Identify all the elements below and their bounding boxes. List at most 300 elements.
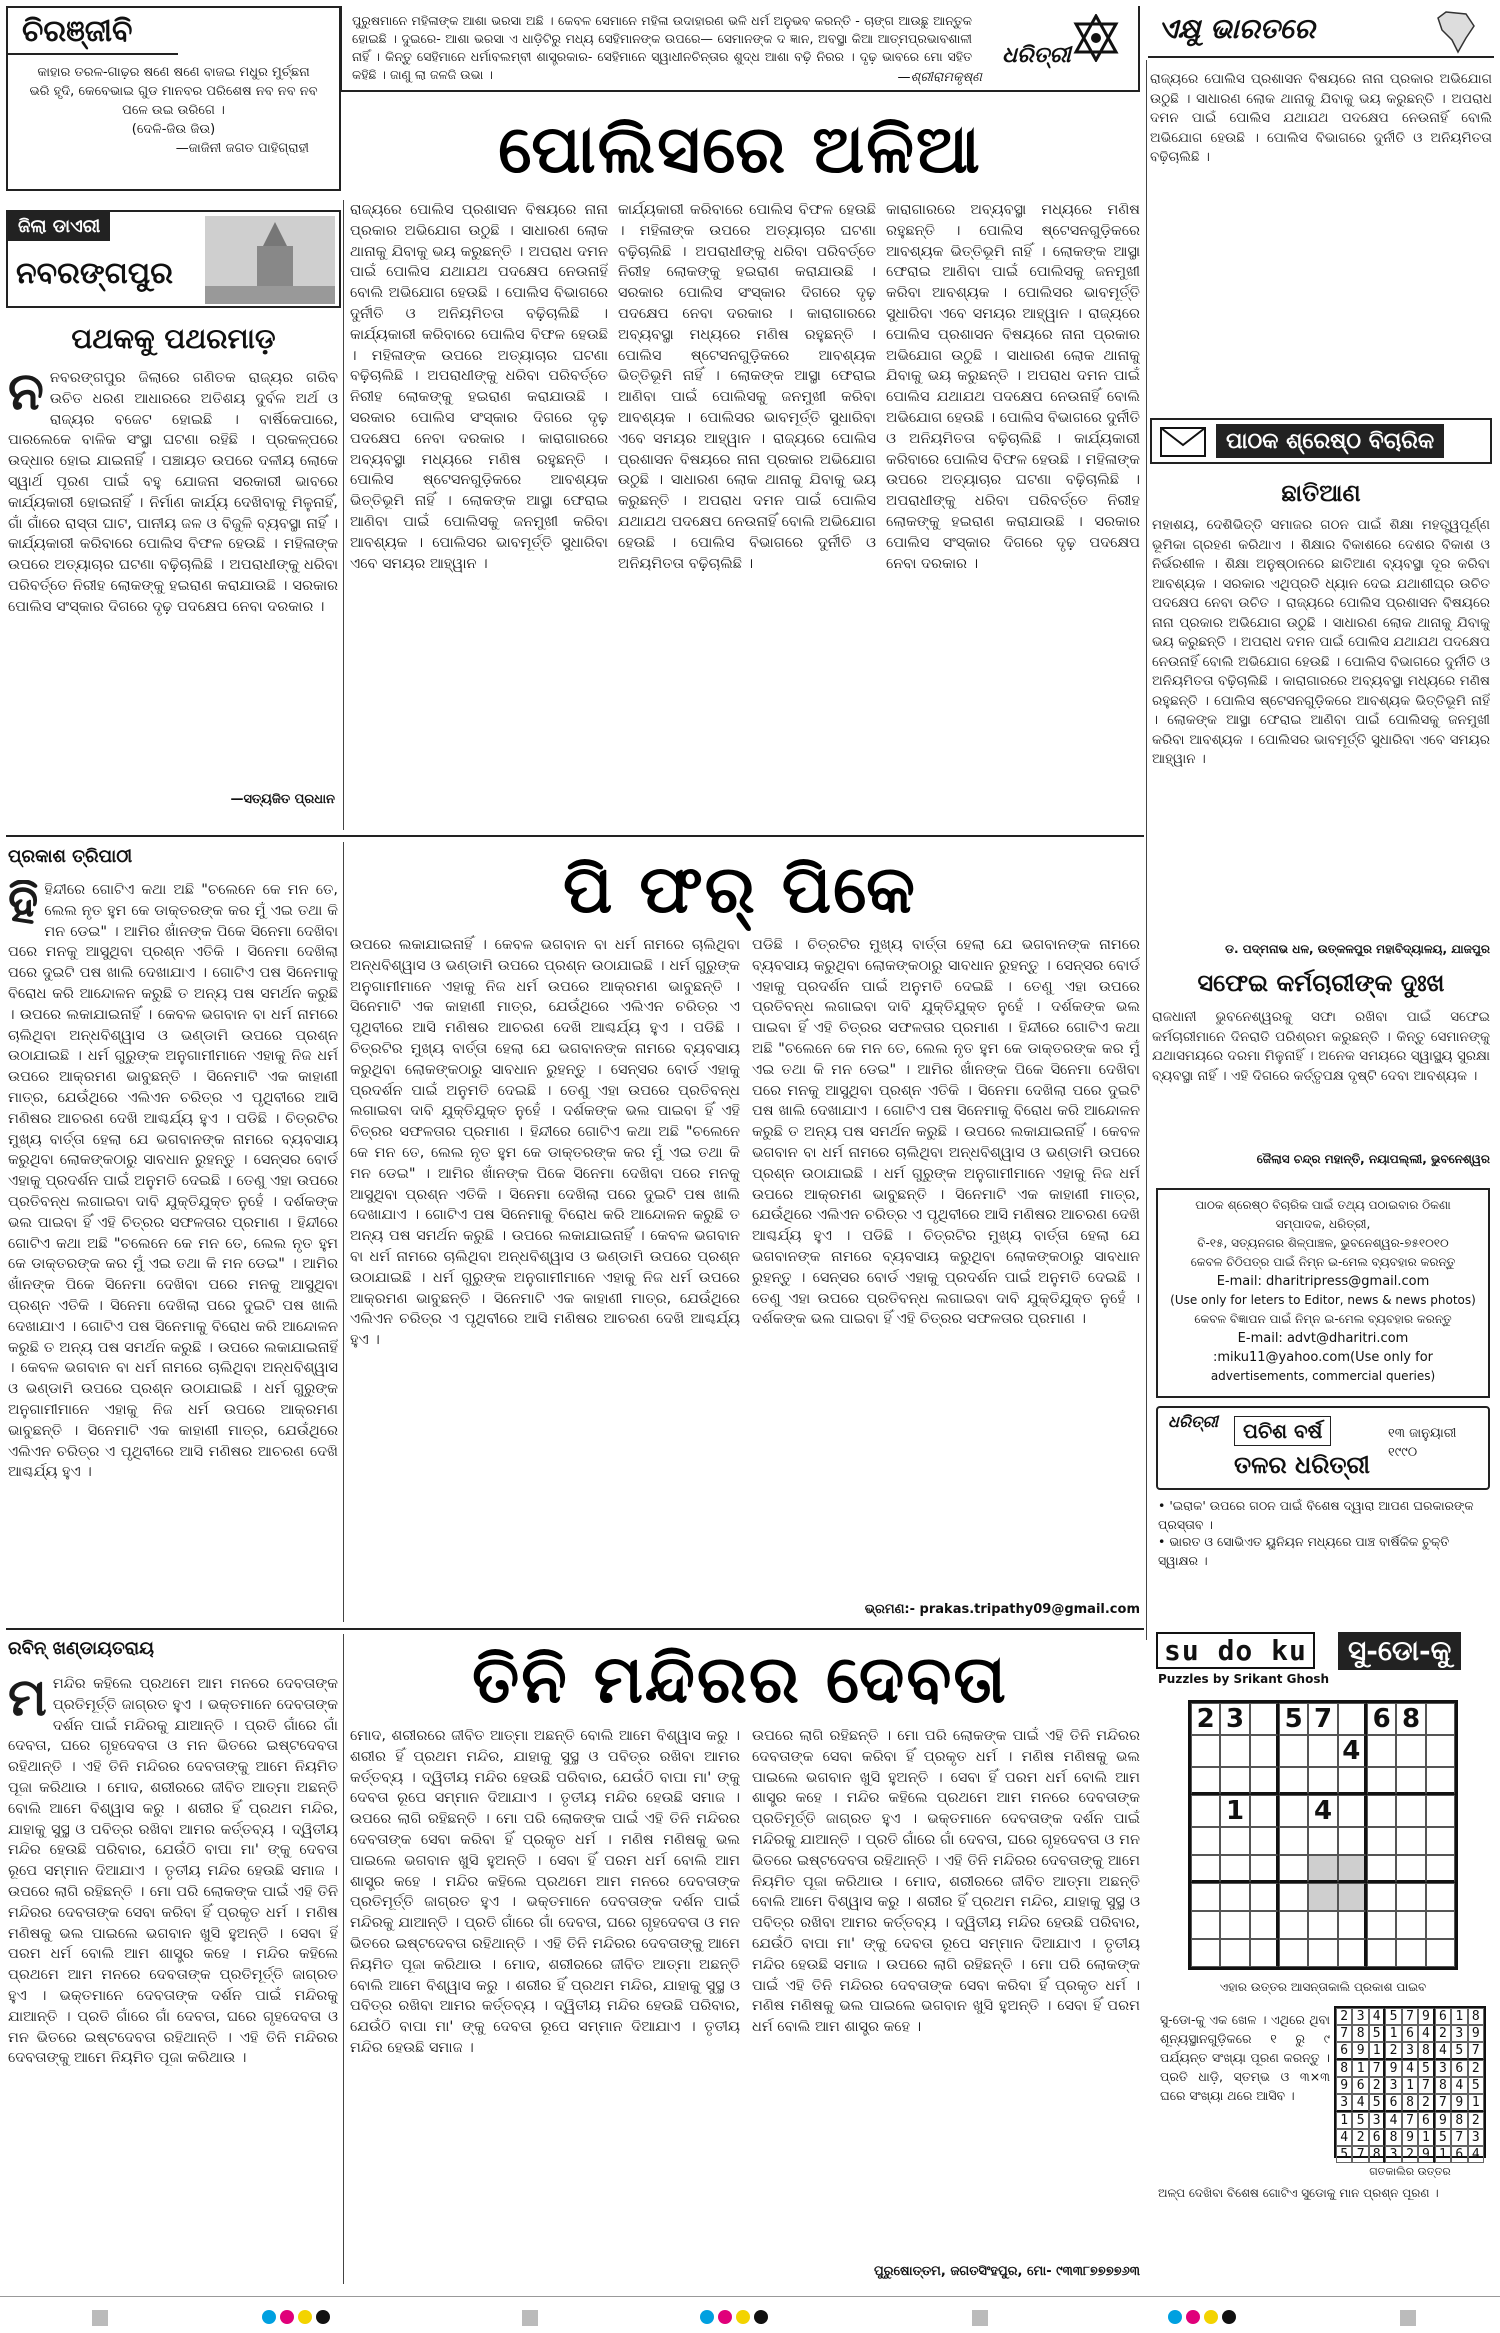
sudoku-cell[interactable] <box>1279 1827 1308 1855</box>
sudoku-solution-grid <box>1334 2006 1486 2162</box>
sudoku-cell: 9 <box>1418 2146 1434 2163</box>
sudoku-cell: 6 <box>1352 2077 1368 2094</box>
contact-line-2: ସମ୍ପାଦକ, ଧରିତ୍ରୀ, <box>1275 1217 1371 1231</box>
sudoku-cell[interactable] <box>1338 1767 1367 1795</box>
temple-col-1-text-b: ମୋଦ, ଶରୀରରେ ଜୀବିତ ଆତ୍ମା ଅଛନ୍ତି ବୋଲି ଆମେ ବିଶ୍ୱାସ କରୁ । ଶରୀର ହିଁ ପ୍ରଥମ ମନ୍ଦିର, ଯାହାକୁ ସୁସ୍ଥ ଓ ପବିତ୍ର ରଖିବା ଆମର କର୍ତ୍ତବ୍ୟ । ଦ୍ୱିତୀୟ ମନ୍ଦିର ହେଉଛି ପରିବାର, ଯେଉଁଠି ବାପା ମା' ଙ୍କୁ ଦେବତା ରୂପେ ସମ୍ମାନ ଦିଆଯାଏ । ତୃତୀୟ ମନ୍ଦିର ହେଉଛି ସମାଜ । <box>8 1779 338 1880</box>
pk-col-1-text-b: ଉପରେ ଲକାଯାଇନାହିଁ । କେବଳ ଭଗବାନ ବା ଧର୍ମ ନାମରେ ଚାଲିଥିବା ଅନ୍ଧବିଶ୍ୱାସ ଓ ଭଣ୍ଡାମି ଉପରେ ପ୍ରଶ୍ନ ଉଠାଯାଇଛି । ଧର୍ମ ଗୁରୁଙ୍କ ଅନୁଗାମୀମାନେ ଏହାକୁ ନିଜ ଧର୍ମ ଉପରେ ଆକ୍ରମଣ ଭାବୁଛନ୍ତି । ସିନେମାଟି ଏକ କାହାଣୀ ମାତ୍ର, ଯେଉଁଥିରେ ଏଲିଏନ ଚରିତ୍ର ଏ ପୃଥିବୀରେ ଆସି ମଣିଷର ଆଚରଣ ଦେଖି ଆଶ୍ଚର୍ଯ୍ୟ ହୁଏ । <box>8 1006 338 1127</box>
sudoku-cell[interactable] <box>1308 1827 1337 1855</box>
sudoku-cell: 4 <box>1468 2146 1484 2163</box>
letter1-text: ମହାଶୟ, ଦେଶିଭିତ୍ତି ସମାଜର ଗଠନ ପାଇଁ ଶିକ୍ଷା ମହତ୍ତ୍ୱପୂର୍ଣ୍ଣ ଭୂମିକା ଗ୍ରହଣ କରିଥାଏ । ଶିକ୍ଷାର ବିକାଶରେ ଦେଶର ବିକାଶ ଓ ନିର୍ଭରଶୀଳ । ଶିକ୍ଷା ଅନୁଷ୍ଠାନରେ ଛାତିଆଣ ବ୍ୟବସ୍ଥା ଦୂର କରିବା ଆବଶ୍ୟକ । ସରକାର ଏଥିପ୍ରତି ଧ୍ୟାନ ଦେଇ ଯଥାଶୀଘ୍ର ଉଚିତ ପଦକ୍ଷେପ ନେବା ଉଚିତ । <box>1152 517 1490 611</box>
sudoku-cell[interactable] <box>1250 1767 1279 1795</box>
sudoku-cell[interactable] <box>1250 1703 1279 1735</box>
sudoku-cell[interactable] <box>1367 1767 1396 1795</box>
police-col-1-text: ରାଜ୍ୟରେ ପୋଲିସ ପ୍ରଶାସନ ବିଷୟରେ ନାନା ପ୍ରକାର ଅଭିଯୋଗ ଉଠୁଛି । ସାଧାରଣ ଲୋକ ଥାନାକୁ ଯିବାକୁ ଭୟ କରୁଛନ୍ତି । ଅପରାଧ ଦମନ ପାଇଁ ପୋଲିସ ଯଥାଯଥ ପଦକ୍ଷେପ ନେଉନାହିଁ ବୋଲି ଅଭିଯୋଗ ହେଉଛି । ପୋଲିସ ବିଭାଗରେ ଦୁର୍ନୀତି ଓ ଅନିୟମିତତା ବଢ଼ିଚାଲିଛି । <box>350 202 608 322</box>
letter2-text: ରାଜଧାନୀ ଭୁବନେଶ୍ୱରକୁ ସଫା ରଖିବା ପାଇଁ ସଫେଇ କର୍ମଚାରୀମାନେ ଦିନରାତି ପରିଶ୍ରମ କରୁଛନ୍ତି । କିନ୍ତୁ ସେମାନଙ୍କୁ ଯଥାସମୟରେ ଦରମା ମିଳୁନାହିଁ । ଅନେକ ସମୟରେ ସ୍ୱାସ୍ଥ୍ୟ ସୁରକ୍ଷା ବ୍ୟବସ୍ଥା ନାହିଁ । ଏହି ଦିଗରେ କର୍ତ୍ତୃପକ୍ଷ ଦୃଷ୍ଟି ଦେବା ଆବଶ୍ୟକ । <box>1152 1009 1490 1084</box>
sudoku-cell[interactable] <box>1308 1855 1337 1883</box>
sudoku-cell: 6 <box>1369 2129 1385 2146</box>
sudoku-cell[interactable] <box>1338 1855 1367 1883</box>
sudoku-cell[interactable] <box>1250 1911 1279 1939</box>
sudoku-cell: 3 <box>1385 2146 1401 2163</box>
sudoku-cell: 7 <box>1402 2112 1418 2129</box>
reg-cyan-dot <box>1168 2310 1182 2324</box>
temple-col-2-text-d: ମୋଦ, ଶରୀରରେ ଜୀବିତ ଆତ୍ମା ଅଛନ୍ତି ବୋଲି ଆମେ ବିଶ୍ୱାସ କରୁ । ଶରୀର ହିଁ ପ୍ରଥମ ମନ୍ଦିର, ଯାହାକୁ ସୁସ୍ଥ ଓ ପବିତ୍ର ରଖିବା ଆମର କର୍ତ୍ତବ୍ୟ । ଦ୍ୱିତୀୟ ମନ୍ଦିର ହେଉଛି ପରିବାର, ଯେଉଁଠି ବାପା ମା' ଙ୍କୁ ଦେବତା ରୂପେ ସମ୍ମାନ ଦିଆଯାଏ । ତୃତୀୟ ମନ୍ଦିର ହେଉଛି ସମାଜ । <box>350 1956 740 2056</box>
sudoku-cell: 1 <box>1418 2129 1434 2146</box>
divider <box>6 1628 1144 1630</box>
sudoku-cell: 9 <box>1385 2060 1401 2077</box>
district-story-author: —ସତ୍ୟଜିତ ପ୍ରଧାନ <box>230 792 335 807</box>
sudoku-cell[interactable] <box>1426 1855 1455 1883</box>
contact-note-2: advertisements, commercial queries) <box>1210 1369 1436 1383</box>
sudoku-cell: 1 <box>1435 2146 1451 2163</box>
sudoku-cell: 9 <box>1336 2077 1352 2094</box>
sudoku-cell: 7 <box>1435 2094 1451 2112</box>
divider <box>0 2296 1500 2297</box>
letter1-title: ଛାତିଆଣ <box>1281 478 1361 507</box>
sudoku-cell[interactable]: 3 <box>1220 1703 1249 1735</box>
reg-cyan-dot <box>262 2310 276 2324</box>
sudoku-cell: 1 <box>1451 2008 1467 2025</box>
temple-photo-icon <box>205 216 335 304</box>
sudoku-cell[interactable] <box>1426 1883 1455 1911</box>
sudoku-cell: 4 <box>1435 2042 1451 2060</box>
sudoku-cell: 9 <box>1468 2025 1484 2042</box>
sudoku-footer: ଅଳ୍ପ ଦେଖିବା ବିଶେଷ ଗୋଟିଏ ସୁଡୋକୁ ମାନ ପ୍ରଶ୍ନ ପୂରଣ । <box>1158 2186 1439 2200</box>
sudoku-cell: 2 <box>1385 2042 1401 2060</box>
contact-line-1: ପାଠକ ଶ୍ରେଷ୍ଠ ବିଚାରିକ ପାଇଁ ତଥ୍ୟ ପଠାଇବାର ଠିକଣା <box>1195 1198 1451 1212</box>
sudoku-cell[interactable] <box>1396 1827 1425 1855</box>
sudoku-cell[interactable]: 1 <box>1220 1795 1249 1827</box>
divider <box>343 200 344 830</box>
sudoku-cell[interactable] <box>1367 1855 1396 1883</box>
sudoku-cell[interactable] <box>1396 1735 1425 1767</box>
contact-email-1: E-mail: dharitripress@gmail.com <box>1216 1274 1430 1289</box>
star-emblem-icon <box>1072 14 1120 62</box>
sudoku-prev-caption: ଗତକାଲିର ଉତ୍ତର <box>1369 2165 1451 2178</box>
pk-email: ଭ୍ରମଣ:- prakas.tripathy09@gmail.com <box>864 1602 1140 1617</box>
sudoku-title-odia: ସୁ-ଡୋ-କୁ <box>1338 1632 1461 1670</box>
sudoku-cell[interactable] <box>1220 1883 1249 1911</box>
sudoku-cell: 6 <box>1451 2146 1467 2163</box>
sudoku-cell[interactable] <box>1367 1795 1396 1827</box>
contact-line-3: ବି-୧୫, ସତ୍ୟନଗର ଶିଳ୍ପାଞ୍ଚଳ, ଭୁବନେଶ୍ୱର-୭୫୧୦୧୦ <box>1197 1236 1449 1250</box>
sudoku-cell: 7 <box>1418 2077 1434 2094</box>
pk-col-3-text-d: ପଡିଛି । ଚିତ୍ରଟିର ମୁଖ୍ୟ ବାର୍ତ୍ତା ହେଲା ଯେ ଭଗବାନଙ୍କ ନାମରେ ବ୍ୟବସାୟ କରୁଥିବା ଲୋକଙ୍କଠାରୁ ସାବଧାନ ରୁହନ୍ତୁ । ସେନ୍ସର ବୋର୍ଡ ଏହାକୁ ପ୍ରଦର୍ଶନ ପାଇଁ ଅନୁମତି ଦେଇଛି । ତେଣୁ ଏହା ଉପରେ ପ୍ରତିବନ୍ଧ ଲଗାଇବା ଦାବି ଯୁକ୍ତିଯୁକ୍ତ ନୁହେଁ । ଦର୍ଶକଙ୍କ ଭଲ ପାଇବା ହିଁ ଏହି ଚିତ୍ରର ସଫଳତାର ପ୍ରମାଣ । <box>752 1228 1140 1328</box>
sudoku-cell: 8 <box>1451 2112 1467 2129</box>
sudoku-cell: 5 <box>1352 2112 1368 2129</box>
reg-yellow-dot <box>298 2310 312 2324</box>
registration-grey-mid <box>522 2310 538 2326</box>
reg-black-dot <box>754 2310 768 2324</box>
contact-line-5: କେବଳ ବିଜ୍ଞାପନ ପାଇଁ ନିମ୍ନ ଇ-ମେଲ ବ୍ୟବହାର କରନ୍ତୁ <box>1194 1312 1452 1326</box>
sudoku-cell: 8 <box>1385 2129 1401 2146</box>
temple-col-3 <box>752 1726 1140 2256</box>
sudoku-grid[interactable] <box>1188 1700 1458 1970</box>
pk-col-2 <box>350 935 740 1595</box>
chiranjibi-credit: (ଦେଳି-ଜିଉ ଜିଉ) <box>131 122 216 137</box>
sudoku-cell[interactable] <box>1308 1767 1337 1795</box>
temple-col-2 <box>350 1726 740 2281</box>
police-col-2-text: କାର୍ଯ୍ୟକାରୀ କରିବାରେ ପୋଲିସ ବିଫଳ ହେଉଛି । ମହିଳାଙ୍କ ଉପରେ ଅତ୍ୟାଚାର ଘଟଣା ବଢ଼ିଚାଲିଛି । ଅପରାଧୀଙ୍କୁ ଧରିବା ପରିବର୍ତ୍ତେ ନିରୀହ ଲୋକଙ୍କୁ ହଇରାଣ କରାଯାଉଛି । ସରକାର ପୋଲିସ ସଂସ୍କାର ଦିଗରେ ଦୃଢ଼ ପଦକ୍ଷେପ ନେବା ଦରକାର । <box>618 202 876 322</box>
reg-grey-square <box>92 2310 108 2326</box>
temple-col-2-text-c: ମନ୍ଦିର କହିଲେ ପ୍ରଥମେ ଆମ ମନରେ ଦେବତାଙ୍କ ପ୍ରତିମୂର୍ତ୍ତି ଜାଗ୍ରତ ହୁଏ । ଭକ୍ତମାନେ ଦେବତାଙ୍କ ଦର୍ଶନ ପାଇଁ ମନ୍ଦିରକୁ ଯାଆନ୍ତି । ପ୍ରତି ଗାଁରେ ଗାଁ ଦେବତା, ଘରେ ଗୃହଦେବତା ଓ ମନ ଭିତରେ ଇଷ୍ଟଦେବତା ରହିଥାନ୍ତି । ଏହି ତିନି ମନ୍ଦିରର ଦେବତାଙ୍କୁ ଆମେ ନିୟମିତ ପୂଜା କରିଥାଉ । <box>350 1873 740 1973</box>
reader-letters-header <box>1150 418 1492 464</box>
sudoku-cell: 7 <box>1352 2146 1368 2163</box>
letter2-signature: ଜୈଲାସ ଚନ୍ଦ୍ର ମହାନ୍ତି, ନୟାପଲ୍ଲୀ, ଭୁବନେଶ୍ୱର <box>1256 1152 1490 1166</box>
sudoku-cell[interactable] <box>1191 1767 1220 1795</box>
sudoku-cell[interactable] <box>1308 1735 1337 1767</box>
sudoku-cell[interactable] <box>1396 1855 1425 1883</box>
reg-black-dot <box>316 2310 330 2324</box>
dropcap-na: ନ <box>8 368 44 422</box>
sudoku-cell: 7 <box>1369 2060 1385 2077</box>
sudoku-cell[interactable]: 4 <box>1338 1735 1367 1767</box>
aji-bhabana-title: ଏକ୍ଷୁ ଭାରତରେ <box>1158 12 1315 45</box>
sudoku-cell: 2 <box>1418 2094 1434 2112</box>
sudoku-cell: 8 <box>1418 2042 1434 2060</box>
reg-cyan-dot <box>700 2310 714 2324</box>
sudoku-cell: 2 <box>1369 2077 1385 2094</box>
quote-text: ପୁରୁଷମାନେ ମହିଳାଙ୍କ ଆଶା ଭରସା ଅଛି । କେବଳ ସେମାନେ ମହିଳା ଉଦାହାରଣ ଭଳି ଧର୍ମ ଅନୁଭବ କରନ୍ତି - ଚାଙ୍ଗ ଆଉଛୁ ଆନ୍ତୁକ ହୋଇଛି । ଦୁଇରେ- ଆଶା ଭରସା ଏ ଧାଡ଼ିଟିରୁ ମଧ୍ୟ ସେହିମାନଙ୍କ ଉପରେ— ସେମାନଙ୍କ ଦ ଜ୍ଞାନ, ଅବସ୍ଥା କିଆ ଆତ୍ମପ୍ରଭାବଶାଳୀ ନାହିଁ । କିନ୍ତୁ ସେହିମାନେ ଧର୍ମାବଲମ୍ବୀ ଶାସ୍ତ୍ରକାର- ସେହିମାନେ ସ୍ୱାଧୀନଚିନ୍ତାର ଶୁଦ୍ଧ ଆଶା ବଢ଼ି ନିରର । ଦୃଢ଼ ଭାବରେ ମୋ ସହିତ କହିଛି । ଜାଣୁ ଲା ଜଳଜି ଉଭା । <box>352 13 972 82</box>
district-story-text: ନବରଙ୍ଗପୁର ଜିଲାରେ ଗଣିତକ ରାଜ୍ୟର ଗରିବ ଉଚିତ ଧରଣ ଆଧାରରେ ଅତିଶୟ ଦୁର୍ବଳ ଅର୍ଥ ଓ ରାଜ୍ୟର ବଜେଟ ହୋଇଛି । ବାର୍ଷିକେପାରେ, ପାରଲେକେ ବାଳିକ ସଂସ୍ଥା ଘଟଣା ରହିଛି । ପ୍ରକଳ୍ପରେ ଉଦ୍ଧାର ହୋଇ ଯାଇନାହିଁ । ପଞ୍ଚାୟତ ଉପରେ ଦଳୀୟ ଲୋକେ ସ୍ୱାର୍ଥ ପୂରଣ ପାଇଁ ବହୁ ଯୋଜନା ସରକାରୀ ଭାବରେ କାର୍ଯ୍ୟକାରୀ ହୋଇନାହିଁ । ନିର୍ମାଣ କାର୍ଯ୍ୟ ଦେଖିବାକୁ ମିଳୁନାହିଁ, ଗାଁ ଗାଁରେ ରାସ୍ତା ଘାଟ, ପାନୀୟ ଜଳ ଓ ବିଜୁଳି ବ୍ୟବସ୍ଥା ନାହିଁ । <box>8 370 338 532</box>
sudoku-cell: 4 <box>1418 2025 1434 2042</box>
sudoku-cell[interactable] <box>1367 1939 1396 1967</box>
district-story-title: ପଥକକୁ ପଥରମାଡ଼ <box>71 322 276 355</box>
police-col-2 <box>618 200 876 825</box>
sudoku-cell: 6 <box>1418 2112 1434 2129</box>
anniversary-sub: ତଳର ଧରିତ୍ରୀ <box>1234 1450 1370 1479</box>
sudoku-cell[interactable] <box>1308 1939 1337 1967</box>
sudoku-cell: 8 <box>1352 2025 1368 2042</box>
sudoku-cell[interactable] <box>1396 1795 1425 1827</box>
sudoku-cell[interactable] <box>1396 1939 1425 1967</box>
pk-col-3-text: ପଡିଛି । ଚିତ୍ରଟିର ମୁଖ୍ୟ ବାର୍ତ୍ତା ହେଲା ଯେ ଭଗବାନଙ୍କ ନାମରେ ବ୍ୟବସାୟ କରୁଥିବା ଲୋକଙ୍କଠାରୁ ସାବଧାନ ରୁହନ୍ତୁ । ସେନ୍ସର ବୋର୍ଡ ଏହାକୁ ପ୍ରଦର୍ଶନ ପାଇଁ ଅନୁମତି ଦେଇଛି । ତେଣୁ ଏହା ଉପରେ ପ୍ରତିବନ୍ଧ ଲଗାଇବା ଦାବି ଯୁକ୍ତିଯୁକ୍ତ ନୁହେଁ । ଦର୍ଶକଙ୍କ ଭଲ ପାଇବା ହିଁ ଏହି ଚିତ୍ରର ସଫଳତାର ପ୍ରମାଣ । <box>752 937 1140 1037</box>
sudoku-cell[interactable] <box>1220 1855 1249 1883</box>
reg-yellow-dot <box>736 2310 750 2324</box>
contact-box <box>1156 1188 1490 1398</box>
sudoku-cell: 2 <box>1435 2025 1451 2042</box>
sudoku-cell[interactable] <box>1191 1883 1220 1911</box>
sudoku-cell[interactable] <box>1250 1735 1279 1767</box>
sudoku-cell[interactable] <box>1426 1939 1455 1967</box>
sudoku-cell[interactable] <box>1191 1911 1220 1939</box>
sudoku-cell[interactable] <box>1426 1703 1455 1735</box>
sudoku-cell: 2 <box>1468 2112 1484 2129</box>
sudoku-cell[interactable] <box>1338 1795 1367 1827</box>
sudoku-cell[interactable] <box>1279 1735 1308 1767</box>
sudoku-cell[interactable] <box>1426 1735 1455 1767</box>
sudoku-cell: 4 <box>1336 2129 1352 2146</box>
sudoku-cell[interactable] <box>1279 1883 1308 1911</box>
sudoku-cell: 5 <box>1451 2042 1467 2060</box>
temple-col-2-text: ମୋଦ, ଶରୀରରେ ଜୀବିତ ଆତ୍ମା ଅଛନ୍ତି ବୋଲି ଆମେ ବିଶ୍ୱାସ କରୁ । ଶରୀର ହିଁ ପ୍ରଥମ ମନ୍ଦିର, ଯାହାକୁ ସୁସ୍ଥ ଓ ପବିତ୍ର ରଖିବା ଆମର କର୍ତ୍ତବ୍ୟ । ଦ୍ୱିତୀୟ ମନ୍ଦିର ହେଉଛି ପରିବାର, ଯେଉଁଠି ବାପା ମା' ଙ୍କୁ ଦେବତା ରୂପେ ସମ୍ମାନ ଦିଆଯାଏ । ତୃତୀୟ ମନ୍ଦିର ହେଉଛି ସମାଜ । <box>350 1728 740 1807</box>
reg-grey-square <box>522 2310 538 2326</box>
letter2-title: ସଫେଇ କର୍ମଚାରୀଙ୍କ ଦୁଃଖ <box>1197 968 1445 997</box>
sudoku-cell[interactable] <box>1426 1911 1455 1939</box>
sudoku-cell: 2 <box>1402 2146 1418 2163</box>
sudoku-cell[interactable] <box>1396 1883 1425 1911</box>
sudoku-cell: 5 <box>1385 2008 1401 2025</box>
sudoku-cell: 7 <box>1402 2008 1418 2025</box>
sudoku-cell[interactable] <box>1367 1883 1396 1911</box>
letter1-text-c: କାରାଗାରରେ ଅବ୍ୟବସ୍ଥା ମଧ୍ୟରେ ମଣିଷ ରହୁଛନ୍ତି । ପୋଲିସ ଷ୍ଟେସନଗୁଡ଼ିକରେ ଆବଶ୍ୟକ ଭିତ୍ତିଭୂମି ନାହିଁ । ଲୋକଙ୍କ ଆସ୍ଥା ଫେରାଇ ଆଣିବା ପାଇଁ ପୋଲିସକୁ ଜନମୁଖୀ କରିବା ଆବଶ୍ୟକ । ପୋଲିସର ଭାବମୂର୍ତ୍ତି ସୁଧାରିବା ଏବେ ସମୟର ଆହ୍ୱାନ । <box>1152 673 1490 767</box>
chiranjibi-title: ଚିରଞ୍ଜୀବି <box>8 8 178 55</box>
pk-col-1-text-d: ହିନ୍ଦୀରେ ଗୋଟିଏ କଥା ଅଛି "ଚଲେନେ କେ ମନ ତେ, ଲେଲ ନୃତ ହୁମ କେ ଡାକ୍ତରଙ୍କ କର ମୁଁ ଏଇ ତଥା କି ମନ ଡେଇ" । ଆମିର ଖାଁନଙ୍କ ପିକେ ସିନେମା ଦେଖିବା ପରେ ମନକୁ ଆସୁଥିବା ପ୍ରଶ୍ନ ଏତିକି । ସିନେମା ଦେଖିଲା ପରେ ଦୁଇଟି ପଷ ଖାଲି ଦେଖାଯାଏ । ଗୋଟିଏ ପଷ ସିନେମାକୁ ବିରୋଧ କରି ଆନ୍ଦୋଳନ କରୁଛି ତ ଅନ୍ୟ ପଷ ସମର୍ଥନ କରୁଛି । <box>8 1214 338 1356</box>
sudoku-cell: 3 <box>1468 2129 1484 2146</box>
sudoku-cell: 7 <box>1451 2129 1467 2146</box>
district-story-body <box>8 368 338 788</box>
sudoku-cell[interactable] <box>1279 1855 1308 1883</box>
sudoku-cell[interactable] <box>1220 1827 1249 1855</box>
sudoku-cell: 2 <box>1352 2129 1368 2146</box>
pk-col-3-text-b: ହିନ୍ଦୀରେ ଗୋଟିଏ କଥା ଅଛି "ଚଲେନେ କେ ମନ ତେ, ଲେଲ ନୃତ ହୁମ କେ ଡାକ୍ତରଙ୍କ କର ମୁଁ ଏଇ ତଥା କି ମନ ଡେଇ" । ଆମିର ଖାଁନଙ୍କ ପିକେ ସିନେମା ଦେଖିବା ପରେ ମନକୁ ଆସୁଥିବା ପ୍ରଶ୍ନ ଏତିକି । ସିନେମା ଦେଖିଲା ପରେ ଦୁଇଟି ପଷ ଖାଲି ଦେଖାଯାଏ । ଗୋଟିଏ ପଷ ସିନେମାକୁ ବିରୋଧ କରି ଆନ୍ଦୋଳନ କରୁଛି ତ ଅନ୍ୟ ପଷ ସମର୍ଥନ କରୁଛି । <box>752 1020 1140 1141</box>
sudoku-cell[interactable] <box>1367 1827 1396 1855</box>
sudoku-caption: ଏହାର ଉତ୍ତର ଆସନ୍ତାକାଲି ପ୍ରକାଶ ପାଇବ <box>1219 1980 1427 1994</box>
police-col-3-text-b: ରାଜ୍ୟରେ ପୋଲିସ ପ୍ରଶାସନ ବିଷୟରେ ନାନା ପ୍ରକାର ଅଭିଯୋଗ ଉଠୁଛି । ସାଧାରଣ ଲୋକ ଥାନାକୁ ଯିବାକୁ ଭୟ କରୁଛନ୍ତି । ଅପରାଧ ଦମନ ପାଇଁ ପୋଲିସ ଯଥାଯଥ ପଦକ୍ଷେପ ନେଉନାହିଁ ବୋଲି ଅଭିଯୋଗ ହେଉଛି । ପୋଲିସ ବିଭାଗରେ ଦୁର୍ନୀତି ଓ ଅନିୟମିତତା ବଢ଼ିଚାଲିଛି । <box>886 305 1140 447</box>
sudoku-cell[interactable] <box>1308 1883 1337 1911</box>
sudoku-cell: 4 <box>1369 2008 1385 2025</box>
sudoku-cell[interactable] <box>1367 1911 1396 1939</box>
sudoku-cell: 1 <box>1352 2060 1368 2077</box>
anniversary-brand: ଧରିତ୍ରୀ <box>1168 1412 1218 1431</box>
sudoku-cell[interactable] <box>1279 1911 1308 1939</box>
sudoku-cell: 6 <box>1435 2008 1451 2025</box>
sudoku-cell: 8 <box>1402 2094 1418 2112</box>
sudoku-cell[interactable] <box>1279 1767 1308 1795</box>
temple-col-2-text-b: ଉପରେ ଲାଗି ରହିଛନ୍ତି । ମୋ ପରି ଲୋକଙ୍କ ପାଇଁ ଏହି ତିନି ମନ୍ଦିରର ଦେବତାଙ୍କ ସେବା କରିବା ହିଁ ପ୍ରକୃତ ଧର୍ମ । ମଣିଷ ମଣିଷକୁ ଭଲ ପାଇଲେ ଭଗବାନ ଖୁସି ହୁଅନ୍ତି । ସେବା ହିଁ ପରମ ଧର୍ମ ବୋଲି ଆମ ଶାସ୍ତ୍ର କହେ । <box>350 1811 740 1890</box>
quote-box <box>340 6 1140 92</box>
dropcap-ma: ମ <box>8 1674 47 1728</box>
sudoku-cell: 1 <box>1336 2112 1352 2129</box>
letter1-text-b: ରାଜ୍ୟରେ ପୋଲିସ ପ୍ରଶାସନ ବିଷୟରେ ନାନା ପ୍ରକାର ଅଭିଯୋଗ ଉଠୁଛି । ସାଧାରଣ ଲୋକ ଥାନାକୁ ଯିବାକୁ ଭୟ କରୁଛନ୍ତି । ଅପରାଧ ଦମନ ପାଇଁ ପୋଲିସ ଯଥାଯଥ ପଦକ୍ଷେପ ନେଉନାହିଁ ବୋଲି ଅଭିଯୋଗ ହେଉଛି । ପୋଲିସ ବିଭାଗରେ ଦୁର୍ନୀତି ଓ ଅନିୟମିତତା ବଢ଼ିଚାଲିଛି । <box>1152 595 1490 689</box>
temple-col-3-text-b: ମନ୍ଦିର କହିଲେ ପ୍ରଥମେ ଆମ ମନରେ ଦେବତାଙ୍କ ପ୍ରତିମୂର୍ତ୍ତି ଜାଗ୍ରତ ହୁଏ । ଭକ୍ତମାନେ ଦେବତାଙ୍କ ଦର୍ଶନ ପାଇଁ ମନ୍ଦିରକୁ ଯାଆନ୍ତି । ପ୍ରତି ଗାଁରେ ଗାଁ ଦେବତା, ଘରେ ଗୃହଦେବତା ଓ ମନ ଭିତରେ ଇଷ୍ଟଦେବତା ରହିଥାନ୍ତି । ଏହି ତିନି ମନ୍ଦିରର ଦେବତାଙ୍କୁ ଆମେ ନିୟମିତ ପୂଜା କରିଥାଉ । <box>752 1790 1140 1890</box>
sudoku-cell: 6 <box>1402 2025 1418 2042</box>
sudoku-cell[interactable] <box>1191 1735 1220 1767</box>
sudoku-cell: 9 <box>1435 2112 1451 2129</box>
chiranjibi-author: —ଜାଜିନୀ ଜଗତ ପାହିଗ୍ରାହୀ <box>175 141 309 156</box>
sudoku-cell[interactable] <box>1250 1939 1279 1967</box>
sudoku-cell[interactable] <box>1338 1911 1367 1939</box>
sudoku-cell[interactable] <box>1338 1939 1367 1967</box>
contact-note-1: (Use only for leters to Editor, news & news photos) <box>1170 1293 1476 1307</box>
sudoku-cell: 4 <box>1402 2060 1418 2077</box>
chiranjibi-box <box>6 6 341 191</box>
temple-col-3-text-d: ଉପରେ ଲାଗି ରହିଛନ୍ତି । ମୋ ପରି ଲୋକଙ୍କ ପାଇଁ ଏହି ତିନି ମନ୍ଦିରର ଦେବତାଙ୍କ ସେବା କରିବା ହିଁ ପ୍ରକୃତ ଧର୍ମ । ମଣିଷ ମଣିଷକୁ ଭଲ ପାଇଲେ ଭଗବାନ ଖୁସି ହୁଅନ୍ତି । ସେବା ହିଁ ପରମ ଧର୍ମ ବୋଲି ଆମ ଶାସ୍ତ୍ର କହେ । <box>752 1956 1140 2036</box>
pk-headline: ପି ଫର୍ ପିକେ <box>563 851 917 928</box>
sudoku-cell[interactable] <box>1220 1767 1249 1795</box>
sudoku-cell: 3 <box>1369 2112 1385 2129</box>
police-col-1-text-c: କାରାଗାରରେ ଅବ୍ୟବସ୍ଥା ମଧ୍ୟରେ ମଣିଷ ରହୁଛନ୍ତି । ପୋଲିସ ଷ୍ଟେସନଗୁଡ଼ିକରେ ଆବଶ୍ୟକ ଭିତ୍ତିଭୂମି ନାହିଁ । ଲୋକଙ୍କ ଆସ୍ଥା ଫେରାଇ ଆଣିବା ପାଇଁ ପୋଲିସକୁ ଜନମୁଖୀ କରିବା ଆବଶ୍ୟକ । ପୋଲିସର ଭାବମୂର୍ତ୍ତି ସୁଧାରିବା ଏବେ ସମୟର ଆହ୍ୱାନ । <box>350 430 608 572</box>
sudoku-cell[interactable] <box>1250 1827 1279 1855</box>
reg-black-dot <box>1222 2310 1236 2324</box>
sudoku-cell[interactable] <box>1220 1939 1249 1967</box>
sudoku-cell: 5 <box>1336 2146 1352 2163</box>
pk-col-2-text-d: ଉପରେ ଲକାଯାଇନାହିଁ । କେବଳ ଭଗବାନ ବା ଧର୍ମ ନାମରେ ଚାଲିଥିବା ଅନ୍ଧବିଶ୍ୱାସ ଓ ଭଣ୍ଡାମି ଉପରେ ପ୍ରଶ୍ନ ଉଠାଯାଇଛି । ଧର୍ମ ଗୁରୁଙ୍କ ଅନୁଗାମୀମାନେ ଏହାକୁ ନିଜ ଧର୍ମ ଉପରେ ଆକ୍ରମଣ ଭାବୁଛନ୍ତି । ସିନେମାଟି ଏକ କାହାଣୀ ମାତ୍ର, ଯେଉଁଥିରେ ଏଲିଏନ ଚରିତ୍ର ଏ ପୃଥିବୀରେ ଆସି ମଣିଷର ଆଚରଣ ଦେଖି ଆଶ୍ଚର୍ଯ୍ୟ ହୁଏ । <box>350 1228 740 1349</box>
sudoku-cell: 1 <box>1385 2025 1401 2042</box>
temple-col-3-text-c: ମୋଦ, ଶରୀରରେ ଜୀବିତ ଆତ୍ମା ଅଛନ୍ତି ବୋଲି ଆମେ ବିଶ୍ୱାସ କରୁ । ଶରୀର ହିଁ ପ୍ରଥମ ମନ୍ଦିର, ଯାହାକୁ ସୁସ୍ଥ ଓ ପବିତ୍ର ରଖିବା ଆମର କର୍ତ୍ତବ୍ୟ । ଦ୍ୱିତୀୟ ମନ୍ଦିର ହେଉଛି ପରିବାର, ଯେଉଁଠି ବାପା ମା' ଙ୍କୁ ଦେବତା ରୂପେ ସମ୍ମାନ ଦିଆଯାଏ । ତୃତୀୟ ମନ୍ଦିର ହେଉଛି ସମାଜ । <box>752 1873 1140 1973</box>
registration-dots-mid <box>700 2310 768 2324</box>
anniversary-item-1: • 'ଇରାକ' ଉପରେ ଗଠନ ପାଇଁ ବିଶେଷ ଦ୍ୱାରା ଆପଣ ଘରକାରଙ୍କ ପ୍ରସ୍ତାବ । <box>1158 1498 1474 1532</box>
sudoku-cell[interactable] <box>1279 1939 1308 1967</box>
anniversary-box <box>1156 1406 1490 1490</box>
registration-grey-far-right <box>1400 2310 1416 2326</box>
chiranjibi-poem: କାହାର ତରଳ-ଗାଢ଼ର ଷଣେ ଷଣେ ବାଜଇ ମଧୁର ମୁର୍ଚ୍ଛନା ଭରି ହୃଦି, କେବେଭାଇ ଗୁଡ ମାନବର ପରିଶେଷ ନବ ନବ ନବ ପଳେ ଉଇ ଉରିଗେ । <box>29 65 318 118</box>
divider <box>343 842 344 1622</box>
letter1-signature: ଡ. ପଦ୍ମନାଭ ଧଳ, ଉତ୍କଳପୁର ମହାବିଦ୍ୟାଳୟ, ଯାଜପୁର <box>1225 942 1490 956</box>
police-col-3 <box>886 200 1140 825</box>
sudoku-cell: 4 <box>1451 2077 1467 2094</box>
sudoku-cell: 8 <box>1336 2060 1352 2077</box>
divider <box>343 1634 344 2284</box>
sudoku-cell[interactable] <box>1191 1827 1220 1855</box>
police-col-1-text-b: କାର୍ଯ୍ୟକାରୀ କରିବାରେ ପୋଲିସ ବିଫଳ ହେଉଛି । ମହିଳାଙ୍କ ଉପରେ ଅତ୍ୟାଚାର ଘଟଣା ବଢ଼ିଚାଲିଛି । ଅପରାଧୀଙ୍କୁ ଧରିବା ପରିବର୍ତ୍ତେ ନିରୀହ ଲୋକଙ୍କୁ ହଇରାଣ କରାଯାଉଛି । ସରକାର ପୋଲିସ ସଂସ୍କାର ଦିଗରେ ଦୃଢ଼ ପଦକ୍ଷେପ ନେବା ଦରକାର । <box>350 326 608 447</box>
letter1-body <box>1152 516 1490 936</box>
sudoku-cell[interactable] <box>1220 1735 1249 1767</box>
sudoku-cell: 1 <box>1402 2077 1418 2094</box>
anniversary-item-2: • ଭାରତ ଓ ସୋଭିଏତ ୟୁନିୟନ ମଧ୍ୟରେ ପାଞ୍ଚ ବାର୍ଷିକିକ ଚୁକ୍ତି ସ୍ୱାକ୍ଷର । <box>1158 1534 1450 1568</box>
pk-col-1-text-e: ଉପରେ ଲକାଯାଇନାହିଁ । କେବଳ ଭଗବାନ ବା ଧର୍ମ ନାମରେ ଚାଲିଥିବା ଅନ୍ଧବିଶ୍ୱାସ ଓ ଭଣ୍ଡାମି ଉପରେ ପ୍ରଶ୍ନ ଉଠାଯାଇଛି । ଧର୍ମ ଗୁରୁଙ୍କ ଅନୁଗାମୀମାନେ ଏହାକୁ ନିଜ ଧର୍ମ ଉପରେ ଆକ୍ରମଣ ଭାବୁଛନ୍ତି । ସିନେମାଟି ଏକ କାହାଣୀ ମାତ୍ର, ଯେଉଁଥିରେ ଏଲିଏନ ଚରିତ୍ର ଏ ପୃଥିବୀରେ ଆସି ମଣିଷର ଆଚରଣ ଦେଖି ଆଶ୍ଚର୍ଯ୍ୟ ହୁଏ । <box>8 1339 338 1481</box>
sudoku-cell: 7 <box>1468 2042 1484 2060</box>
sudoku-cell: 8 <box>1435 2077 1451 2094</box>
reader-letters-title: ପାଠକ ଶ୍ରେଷ୍ଠ ବିଚାରିକ <box>1216 424 1444 458</box>
envelope-icon <box>1160 427 1206 457</box>
temple-footer: ପୁରୁଷୋତ୍ତମ, ଜଗତସିଂହପୁର, ମୋ- ୯୩୩୮୭୭୭୭୬୩ <box>873 2264 1140 2279</box>
district-diary-label: ଜିଲା ଡାଏରୀ <box>8 212 110 241</box>
india-map-icon <box>1426 8 1486 56</box>
divider <box>1146 60 1147 1640</box>
police-col-3-text-c: କାର୍ଯ୍ୟକାରୀ କରିବାରେ ପୋଲିସ ବିଫଳ ହେଉଛି । ମହିଳାଙ୍କ ଉପରେ ଅତ୍ୟାଚାର ଘଟଣା ବଢ଼ିଚାଲିଛି । ଅପରାଧୀଙ୍କୁ ଧରିବା ପରିବର୍ତ୍ତେ ନିରୀହ ଲୋକଙ୍କୁ ହଇରାଣ କରାଯାଉଛି । ସରକାର ପୋଲିସ ସଂସ୍କାର ଦିଗରେ ଦୃଢ଼ ପଦକ୍ଷେପ ନେବା ଦରକାର । <box>886 430 1140 572</box>
sudoku-cell: 3 <box>1451 2025 1467 2042</box>
anniversary-years: ପଚିଶ ବର୍ଷ <box>1234 1416 1331 1446</box>
sudoku-cell: 9 <box>1451 2094 1467 2112</box>
registration-dots-left <box>262 2310 330 2324</box>
contact-line-4: କେବଳ ଚିଠିପତ୍ର ପାଇଁ ନିମ୍ନ ଇ-ମେଲ ବ୍ୟବହାର କରନ୍ତୁ <box>1190 1255 1456 1269</box>
quote-credit: —ଶ୍ରୀରାମକୃଷ୍ଣ <box>897 70 982 85</box>
sudoku-cell: 8 <box>1369 2146 1385 2163</box>
temple-col-1-text-c: ଉପରେ ଲାଗି ରହିଛନ୍ତି । ମୋ ପରି ଲୋକଙ୍କ ପାଇଁ ଏହି ତିନି ମନ୍ଦିରର ଦେବତାଙ୍କ ସେବା କରିବା ହିଁ ପ୍ରକୃତ ଧର୍ମ । ମଣିଷ ମଣିଷକୁ ଭଲ ପାଇଲେ ଭଗବାନ ଖୁସି ହୁଅନ୍ତି । ସେବା ହିଁ ପରମ ଧର୍ମ ବୋଲି ଆମ ଶାସ୍ତ୍ର କହେ । <box>8 1883 338 1963</box>
sudoku-cell[interactable] <box>1367 1735 1396 1767</box>
pk-col-1 <box>8 880 338 1620</box>
pk-col-2-text-c: ହିନ୍ଦୀରେ ଗୋଟିଏ କଥା ଅଛି "ଚଲେନେ କେ ମନ ତେ, ଲେଲ ନୃତ ହୁମ କେ ଡାକ୍ତରଙ୍କ କର ମୁଁ ଏଇ ତଥା କି ମନ ଡେଇ" । ଆମିର ଖାଁନଙ୍କ ପିକେ ସିନେମା ଦେଖିବା ପରେ ମନକୁ ଆସୁଥିବା ପ୍ରଶ୍ନ ଏତିକି । ସିନେମା ଦେଖିଲା ପରେ ଦୁଇଟି ପଷ ଖାଲି ଦେଖାଯାଏ । ଗୋଟିଏ ପଷ ସିନେମାକୁ ବିରୋଧ କରି ଆନ୍ଦୋଳନ କରୁଛି ତ ଅନ୍ୟ ପଷ ସମର୍ଥନ କରୁଛି । <box>350 1124 740 1245</box>
sudoku-cell: 9 <box>1352 2042 1368 2060</box>
sudoku-cell[interactable]: 4 <box>1308 1795 1337 1827</box>
sudoku-cell: 2 <box>1468 2060 1484 2077</box>
sudoku-help: ସୁ-ଡୋ-କୁ ଏକ ଖେଳ । ଏଥିରେ ଥିବା ଶୂନ୍ୟସ୍ଥାନଗୁଡ଼ିକରେ ୧ ରୁ ୯ ପର୍ଯ୍ୟନ୍ତ ସଂଖ୍ୟା ପୂରଣ କରନ୍ତୁ । ପ୍ରତି ଧାଡ଼ି, ସ୍ତମ୍ଭ ଓ ୩×୩ ଘରେ ସଂଖ୍ୟା ଥରେ ଆସିବ । <box>1160 2012 1330 2103</box>
sudoku-cell: 5 <box>1468 2077 1484 2094</box>
sudoku-cell: 6 <box>1336 2042 1352 2060</box>
reg-yellow-dot <box>1204 2310 1218 2324</box>
sudoku-cell: 4 <box>1385 2112 1401 2129</box>
sudoku-cell[interactable] <box>1250 1795 1279 1827</box>
sudoku-cell[interactable] <box>1191 1795 1220 1827</box>
district-story-text-2: କାର୍ଯ୍ୟକାରୀ କରିବାରେ ପୋଲିସ ବିଫଳ ହେଉଛି । ମହିଳାଙ୍କ ଉପରେ ଅତ୍ୟାଚାର ଘଟଣା ବଢ଼ିଚାଲିଛି । ଅପରାଧୀଙ୍କୁ ଧରିବା ପରିବର୍ତ୍ତେ ନିରୀହ ଲୋକଙ୍କୁ ହଇରାଣ କରାଯାଉଛି । ସରକାର ପୋଲିସ ସଂସ୍କାର ଦିଗରେ ଦୃଢ଼ ପଦକ୍ଷେପ ନେବା ଦରକାର । <box>8 536 338 615</box>
pk-byline: ପ୍ରକାଶ ତ୍ରିପାଠୀ <box>6 842 134 871</box>
police-col-3-text: କାରାଗାରରେ ଅବ୍ୟବସ୍ଥା ମଧ୍ୟରେ ମଣିଷ ରହୁଛନ୍ତି । ପୋଲିସ ଷ୍ଟେସନଗୁଡ଼ିକରେ ଆବଶ୍ୟକ ଭିତ୍ତିଭୂମି ନାହିଁ । ଲୋକଙ୍କ ଆସ୍ଥା ଫେରାଇ ଆଣିବା ପାଇଁ ପୋଲିସକୁ ଜନମୁଖୀ କରିବା ଆବଶ୍ୟକ । ପୋଲିସର ଭାବମୂର୍ତ୍ତି ସୁଧାରିବା ଏବେ ସମୟର ଆହ୍ୱାନ । <box>886 202 1140 322</box>
sudoku-cell[interactable] <box>1396 1911 1425 1939</box>
aji-bhabana-body: ରାଜ୍ୟରେ ପୋଲିସ ପ୍ରଶାସନ ବିଷୟରେ ନାନା ପ୍ରକାର ଅଭିଯୋଗ ଉଠୁଛି । ସାଧାରଣ ଲୋକ ଥାନାକୁ ଯିବାକୁ ଭୟ କରୁଛନ୍ତି । ଅପରାଧ ଦମନ ପାଇଁ ପୋଲିସ ଯଥାଯଥ ପଦକ୍ଷେପ ନେଉନାହିଁ ବୋଲି ଅଭିଯୋଗ ହେଉଛି । ପୋଲିସ ବିଭାଗରେ ଦୁର୍ନୀତି ଓ ଅନିୟମିତତା ବଢ଼ିଚାଲିଛି । <box>1150 71 1492 165</box>
temple-col-1 <box>8 1674 338 2284</box>
sudoku-cell: 6 <box>1451 2060 1467 2077</box>
sudoku-cell: 1 <box>1369 2042 1385 2060</box>
sudoku-credit: Puzzles by Srikant Ghosh <box>1158 1672 1329 1686</box>
sudoku-cell[interactable] <box>1338 1703 1367 1735</box>
sudoku-cell: 3 <box>1336 2094 1352 2112</box>
divider <box>6 835 1144 837</box>
reg-magenta-dot <box>718 2310 732 2324</box>
district-name: ନବରଙ୍ଗପୁର <box>16 256 173 291</box>
sudoku-cell[interactable] <box>1426 1827 1455 1855</box>
sudoku-cell[interactable] <box>1338 1827 1367 1855</box>
temple-col-1-text: ମନ୍ଦିର କହିଲେ ପ୍ରଥମେ ଆମ ମନରେ ଦେବତାଙ୍କ ପ୍ରତିମୂର୍ତ୍ତି ଜାଗ୍ରତ ହୁଏ । ଭକ୍ତମାନେ ଦେବତାଙ୍କ ଦର୍ଶନ ପାଇଁ ମନ୍ଦିରକୁ ଯାଆନ୍ତି । ପ୍ରତି ଗାଁରେ ଗାଁ ଦେବତା, ଘରେ ଗୃହଦେବତା ଓ ମନ ଭିତରେ ଇଷ୍ଟଦେବତା ରହିଥାନ୍ତି । ଏହି ତିନି ମନ୍ଦିରର ଦେବତାଙ୍କୁ ଆମେ ନିୟମିତ ପୂଜା କରିଥାଉ । <box>8 1676 338 1796</box>
sudoku-cell: 2 <box>1336 2008 1352 2025</box>
sudoku-cell[interactable] <box>1191 1855 1220 1883</box>
sudoku-cell[interactable] <box>1279 1795 1308 1827</box>
contact-email-2: E-mail: advt@dharitri.com <box>1237 1331 1409 1346</box>
sudoku-cell[interactable] <box>1426 1795 1455 1827</box>
sudoku-cell: 7 <box>1336 2025 1352 2042</box>
temple-byline: ରବିନ୍ ଖଣ୍ଡାୟତରାୟ <box>6 1634 156 1663</box>
registration-grey-left <box>92 2310 108 2326</box>
pk-col-3 <box>752 935 1140 1595</box>
police-col-2-text-b: କାରାଗାରରେ ଅବ୍ୟବସ୍ଥା ମଧ୍ୟରେ ମଣିଷ ରହୁଛନ୍ତି । ପୋଲିସ ଷ୍ଟେସନଗୁଡ଼ିକରେ ଆବଶ୍ୟକ ଭିତ୍ତିଭୂମି ନାହିଁ । ଲୋକଙ୍କ ଆସ୍ଥା ଫେରାଇ ଆଣିବା ପାଇଁ ପୋଲିସକୁ ଜନମୁଖୀ କରିବା ଆବଶ୍ୟକ । ପୋଲିସର ଭାବମୂର୍ତ୍ତି ସୁଧାରିବା ଏବେ ସମୟର ଆହ୍ୱାନ । <box>618 305 876 447</box>
reg-magenta-dot <box>1186 2310 1200 2324</box>
sudoku-cell: 1 <box>1468 2094 1484 2112</box>
sudoku-cell: 5 <box>1369 2025 1385 2042</box>
sudoku-cell[interactable]: 5 <box>1279 1703 1308 1735</box>
contact-email-3: :miku11@yahoo.com(Use only for <box>1212 1350 1434 1365</box>
pk-col-2-text: ଉପରେ ଲକାଯାଇନାହିଁ । କେବଳ ଭଗବାନ ବା ଧର୍ମ ନାମରେ ଚାଲିଥିବା ଅନ୍ଧବିଶ୍ୱାସ ଓ ଭଣ୍ଡାମି ଉପରେ ପ୍ରଶ୍ନ ଉଠାଯାଇଛି । ଧର୍ମ ଗୁରୁଙ୍କ ଅନୁଗାମୀମାନେ ଏହାକୁ ନିଜ ଧର୍ମ ଉପରେ ଆକ୍ରମଣ ଭାବୁଛନ୍ତି । ସିନେମାଟି ଏକ କାହାଣୀ ମାତ୍ର, ଯେଉଁଥିରେ ଏଲିଏନ ଚରିତ୍ର ଏ ପୃଥିବୀରେ ଆସି ମଣିଷର ଆଚରଣ ଦେଖି ଆଶ୍ଚର୍ଯ୍ୟ ହୁଏ । <box>350 937 740 1037</box>
sudoku-cell[interactable] <box>1426 1767 1455 1795</box>
reg-grey-square <box>1400 2310 1416 2326</box>
reg-magenta-dot <box>280 2310 294 2324</box>
reg-grey-square <box>972 2310 988 2326</box>
district-diary-box <box>6 210 341 308</box>
sudoku-cell[interactable] <box>1308 1911 1337 1939</box>
sudoku-cell[interactable]: 6 <box>1367 1703 1396 1735</box>
sudoku-cell[interactable] <box>1250 1855 1279 1883</box>
letter2-body <box>1152 1008 1490 1148</box>
sudoku-title-latin: su do ku <box>1156 1632 1315 1669</box>
sudoku-cell: 6 <box>1385 2094 1401 2112</box>
sudoku-cell: 9 <box>1418 2008 1434 2025</box>
aji-bhabana-box <box>1148 6 1494 58</box>
sudoku-cell[interactable] <box>1338 1883 1367 1911</box>
masthead-mini: ଧରିତ୍ରୀ <box>1002 42 1071 68</box>
temple-col-1-text-d: ମନ୍ଦିର କହିଲେ ପ୍ରଥମେ ଆମ ମନରେ ଦେବତାଙ୍କ ପ୍ରତିମୂର୍ତ୍ତି ଜାଗ୍ରତ ହୁଏ । ଭକ୍ତମାନେ ଦେବତାଙ୍କ ଦର୍ଶନ ପାଇଁ ମନ୍ଦିରକୁ ଯାଆନ୍ତି । ପ୍ରତି ଗାଁରେ ଗାଁ ଦେବତା, ଘରେ ଗୃହଦେବତା ଓ ମନ ଭିତରେ ଇଷ୍ଟଦେବତା ରହିଥାନ୍ତି । ଏହି ତିନି ମନ୍ଦିରର ଦେବତାଙ୍କୁ ଆମେ ନିୟମିତ ପୂଜା କରିଥାଉ । <box>8 1946 338 2067</box>
sudoku-cell: 5 <box>1435 2129 1451 2146</box>
sudoku-cell[interactable] <box>1396 1767 1425 1795</box>
sudoku-cell[interactable]: 7 <box>1308 1703 1337 1735</box>
sudoku-cell[interactable] <box>1191 1939 1220 1967</box>
sudoku-cell: 5 <box>1369 2094 1385 2112</box>
pk-col-1-text-c: ପଡିଛି । ଚିତ୍ରଟିର ମୁଖ୍ୟ ବାର୍ତ୍ତା ହେଲା ଯେ ଭଗବାନଙ୍କ ନାମରେ ବ୍ୟବସାୟ କରୁଥିବା ଲୋକଙ୍କଠାରୁ ସାବଧାନ ରୁହନ୍ତୁ । ସେନ୍ସର ବୋର୍ଡ ଏହାକୁ ପ୍ରଦର୍ଶନ ପାଇଁ ଅନୁମତି ଦେଇଛି । ତେଣୁ ଏହା ଉପରେ ପ୍ରତିବନ୍ଧ ଲଗାଇବା ଦାବି ଯୁକ୍ତିଯୁକ୍ତ ନୁହେଁ । ଦର୍ଶକଙ୍କ ଭଲ ପାଇବା ହିଁ ଏହି ଚିତ୍ରର ସଫଳତାର ପ୍ରମାଣ । <box>8 1110 338 1231</box>
registration-grey-right <box>972 2310 988 2326</box>
pk-col-2-text-b: ପଡିଛି । ଚିତ୍ରଟିର ମୁଖ୍ୟ ବାର୍ତ୍ତା ହେଲା ଯେ ଭଗବାନଙ୍କ ନାମରେ ବ୍ୟବସାୟ କରୁଥିବା ଲୋକଙ୍କଠାରୁ ସାବଧାନ ରୁହନ୍ତୁ । ସେନ୍ସର ବୋର୍ଡ ଏହାକୁ ପ୍ରଦର୍ଶନ ପାଇଁ ଅନୁମତି ଦେଇଛି । ତେଣୁ ଏହା ଉପରେ ପ୍ରତିବନ୍ଧ ଲଗାଇବା ଦାବି ଯୁକ୍ତିଯୁକ୍ତ ନୁହେଁ । ଦର୍ଶକଙ୍କ ଭଲ ପାଇବା ହିଁ ଏହି ଚିତ୍ରର ସଫଳତାର ପ୍ରମାଣ । <box>350 1020 740 1141</box>
sudoku-header <box>1156 1632 1490 1690</box>
sudoku-cell: 5 <box>1418 2060 1434 2077</box>
pk-col-3-text-c: ଉପରେ ଲକାଯାଇନାହିଁ । କେବଳ ଭଗବାନ ବା ଧର୍ମ ନାମରେ ଚାଲିଥିବା ଅନ୍ଧବିଶ୍ୱାସ ଓ ଭଣ୍ଡାମି ଉପରେ ପ୍ରଶ୍ନ ଉଠାଯାଇଛି । ଧର୍ମ ଗୁରୁଙ୍କ ଅନୁଗାମୀମାନେ ଏହାକୁ ନିଜ ଧର୍ମ ଉପରେ ଆକ୍ରମଣ ଭାବୁଛନ୍ତି । ସିନେମାଟି ଏକ କାହାଣୀ ମାତ୍ର, ଯେଉଁଥିରେ ଏଲିଏନ ଚରିତ୍ର ଏ ପୃଥିବୀରେ ଆସି ମଣିଷର ଆଚରଣ ଦେଖି ଆଶ୍ଚର୍ଯ୍ୟ ହୁଏ । <box>752 1124 1140 1245</box>
pk-col-1-text: ହିନ୍ଦୀରେ ଗୋଟିଏ କଥା ଅଛି "ଚଲେନେ କେ ମନ ତେ, ଲେଲ ନୃତ ହୁମ କେ ଡାକ୍ତରଙ୍କ କର ମୁଁ ଏଇ ତଥା କି ମନ ଡେଇ" । ଆମିର ଖାଁନଙ୍କ ପିକେ ସିନେମା ଦେଖିବା ପରେ ମନକୁ ଆସୁଥିବା ପ୍ରଶ୍ନ ଏତିକି । ସିନେମା ଦେଖିଲା ପରେ ଦୁଇଟି ପଷ ଖାଲି ଦେଖାଯାଏ । ଗୋଟିଏ ପଷ ସିନେମାକୁ ବିରୋଧ କରି ଆନ୍ଦୋଳନ କରୁଛି ତ ଅନ୍ୟ ପଷ ସମର୍ଥନ କରୁଛି । <box>8 882 338 1023</box>
dropcap-hi: ହି <box>8 880 39 934</box>
sudoku-cell[interactable]: 2 <box>1191 1703 1220 1735</box>
sudoku-cell[interactable] <box>1250 1883 1279 1911</box>
sudoku-cell: 9 <box>1402 2129 1418 2146</box>
sudoku-cell: 3 <box>1385 2077 1401 2094</box>
sudoku-cell: 3 <box>1352 2008 1368 2025</box>
sudoku-cell: 8 <box>1468 2008 1484 2025</box>
sudoku-cell[interactable]: 8 <box>1396 1703 1425 1735</box>
sudoku-cell[interactable] <box>1220 1911 1249 1939</box>
temple-headline: ତିନି ମନ୍ଦିରର ଦେବତା <box>472 1641 1008 1718</box>
